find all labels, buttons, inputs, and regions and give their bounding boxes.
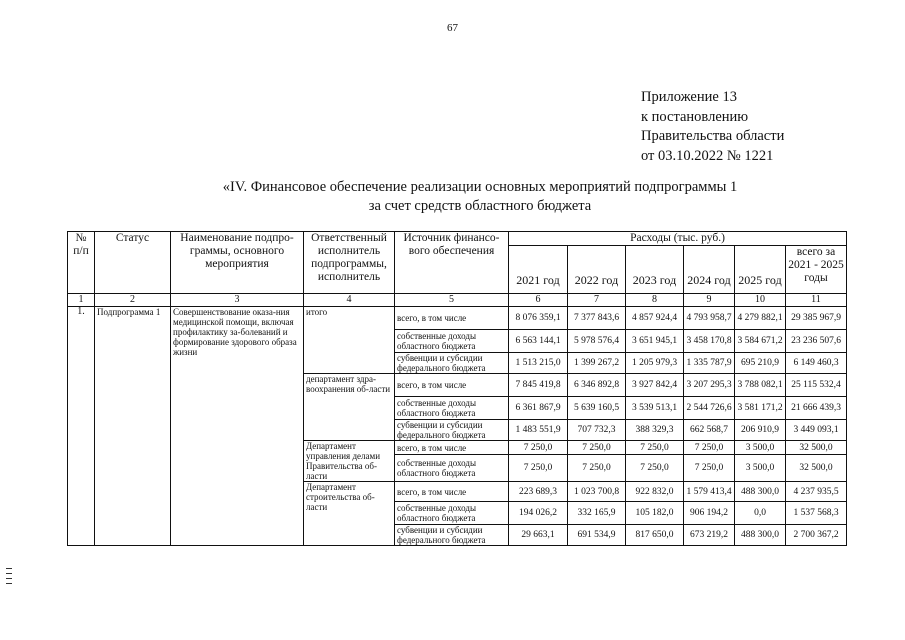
col-number: 11 — [786, 294, 847, 307]
appendix-block — [641, 88, 784, 166]
header-year-2022: 2022 год — [568, 246, 626, 294]
amount-cell: 7 250,0 — [684, 441, 735, 455]
source-cell: субвенции и субсидии федерального бюджета — [395, 353, 509, 374]
amount-cell: 21 666 439,3 — [786, 397, 847, 420]
header-year-2021: 2021 год — [509, 246, 568, 294]
amount-cell: 3 651 945,1 — [626, 330, 684, 353]
amount-cell: 922 832,0 — [626, 482, 684, 502]
title-line-1: «IV. Финансовое обеспечение реализации основных мероприятий подпрограммы 1 — [222, 179, 738, 195]
source-cell: субвенции и субсидии федерального бюджета — [395, 525, 509, 546]
column-numbers-row — [68, 294, 847, 307]
row-number: 1. — [68, 307, 95, 546]
amount-cell: 3 207 295,3 — [684, 374, 735, 397]
amount-cell: 695 210,9 — [735, 353, 786, 374]
row-status: Подпрограмма 1 — [95, 307, 171, 546]
header-total: всего за 2021 - 2025 годы — [786, 246, 847, 294]
source-cell: собственные доходы областного бюджета — [395, 330, 509, 353]
source-cell: собственные доходы областного бюджета — [395, 397, 509, 420]
amount-cell: 1 483 551,9 — [509, 420, 568, 441]
amount-cell: 3 449 093,1 — [786, 420, 847, 441]
amount-cell: 29 385 967,9 — [786, 307, 847, 330]
amount-cell: 7 250,0 — [568, 455, 626, 482]
appendix-line-2: к постановлению — [641, 108, 749, 125]
source-cell: всего, в том числе — [395, 482, 509, 502]
amount-cell: 817 650,0 — [626, 525, 684, 546]
amount-cell: 3 500,0 — [735, 441, 786, 455]
amount-cell: 25 115 532,4 — [786, 374, 847, 397]
executor-cell: итого — [304, 307, 395, 374]
source-cell: субвенции и субсидии федерального бюджета — [395, 420, 509, 441]
col-number: 5 — [395, 294, 509, 307]
amount-cell: 23 236 507,6 — [786, 330, 847, 353]
header-year-2025: 2025 год — [735, 246, 786, 294]
col-number: 2 — [95, 294, 171, 307]
executor-cell: департамент здра-воохранения об-ласти — [304, 374, 395, 441]
amount-cell: 105 182,0 — [626, 502, 684, 525]
amount-cell: 4 279 882,1 — [735, 307, 786, 330]
title-line-2: за счет средств областного бюджета — [368, 198, 592, 214]
amount-cell: 223 689,3 — [509, 482, 568, 502]
row-program-name: Совершенствование оказа-ния медицинской помощи, включая профилактику за-болеваний и формирование здорового образа жизни — [171, 307, 304, 546]
amount-cell: 6 346 892,8 — [568, 374, 626, 397]
amount-cell: 3 539 513,1 — [626, 397, 684, 420]
col-number: 9 — [684, 294, 735, 307]
amount-cell: 1 579 413,4 — [684, 482, 735, 502]
amount-cell: 1 513 215,0 — [509, 353, 568, 374]
amount-cell: 29 663,1 — [509, 525, 568, 546]
amount-cell: 3 927 842,4 — [626, 374, 684, 397]
amount-cell: 7 845 419,8 — [509, 374, 568, 397]
amount-cell: 1 537 568,3 — [786, 502, 847, 525]
amount-cell: 7 250,0 — [684, 455, 735, 482]
amount-cell: 332 165,9 — [568, 502, 626, 525]
amount-cell: 5 639 160,5 — [568, 397, 626, 420]
header-name: Наименование подпро-граммы, основного мероприятия — [171, 232, 304, 294]
col-number: 10 — [735, 294, 786, 307]
amount-cell: 488 300,0 — [735, 482, 786, 502]
margin-marks — [6, 568, 12, 588]
col-number: 7 — [568, 294, 626, 307]
amount-cell: 206 910,9 — [735, 420, 786, 441]
source-cell: всего, в том числе — [395, 441, 509, 455]
document-title — [150, 178, 810, 216]
amount-cell: 1 335 787,9 — [684, 353, 735, 374]
amount-cell: 906 194,2 — [684, 502, 735, 525]
amount-cell: 1 205 979,3 — [626, 353, 684, 374]
header-source: Источник финансо-вого обеспечения — [395, 232, 509, 294]
amount-cell: 4 793 958,7 — [684, 307, 735, 330]
col-number: 4 — [304, 294, 395, 307]
amount-cell: 388 329,3 — [626, 420, 684, 441]
amount-cell: 4 857 924,4 — [626, 307, 684, 330]
amount-cell: 7 250,0 — [626, 455, 684, 482]
amount-cell: 7 250,0 — [626, 441, 684, 455]
header-executor: Ответственный исполнитель подпрограммы, исполнитель — [304, 232, 395, 294]
amount-cell: 488 300,0 — [735, 525, 786, 546]
source-cell: собственные доходы областного бюджета — [395, 502, 509, 525]
amount-cell: 7 250,0 — [568, 441, 626, 455]
appendix-line-4: от 03.10.2022 № 1221 — [641, 147, 774, 164]
source-cell: всего, в том числе — [395, 307, 509, 330]
amount-cell: 32 500,0 — [786, 455, 847, 482]
amount-cell: 2 544 726,6 — [684, 397, 735, 420]
header-status: Статус — [95, 232, 171, 294]
amount-cell: 6 361 867,9 — [509, 397, 568, 420]
amount-cell: 1 023 700,8 — [568, 482, 626, 502]
amount-cell: 194 026,2 — [509, 502, 568, 525]
source-cell: собственные доходы областного бюджета — [395, 455, 509, 482]
amount-cell: 6 149 460,3 — [786, 353, 847, 374]
amount-cell: 707 732,3 — [568, 420, 626, 441]
executor-cell: Департамент управления делами Правительства об-ласти — [304, 441, 395, 482]
col-number: 3 — [171, 294, 304, 307]
header-num: № п/п — [68, 232, 95, 294]
amount-cell: 7 250,0 — [509, 455, 568, 482]
col-number: 6 — [509, 294, 568, 307]
appendix-line-1: Приложение 13 — [641, 89, 737, 105]
amount-cell: 6 563 144,1 — [509, 330, 568, 353]
amount-cell: 32 500,0 — [786, 441, 847, 455]
amount-cell: 4 237 935,5 — [786, 482, 847, 502]
amount-cell: 2 700 367,2 — [786, 525, 847, 546]
amount-cell: 691 534,9 — [568, 525, 626, 546]
amount-cell: 7 377 843,6 — [568, 307, 626, 330]
amount-cell: 0,0 — [735, 502, 786, 525]
page-number: 67 — [447, 22, 458, 34]
amount-cell: 3 584 671,2 — [735, 330, 786, 353]
header-year-2024: 2024 год — [684, 246, 735, 294]
financing-table — [67, 231, 847, 546]
appendix-line-3: Правительства области — [641, 128, 785, 144]
col-number: 1 — [68, 294, 95, 307]
amount-cell: 1 399 267,2 — [568, 353, 626, 374]
amount-cell: 3 458 170,8 — [684, 330, 735, 353]
col-number: 8 — [626, 294, 684, 307]
source-cell: всего, в том числе — [395, 374, 509, 397]
header-year-2023: 2023 год — [626, 246, 684, 294]
amount-cell: 3 581 171,2 — [735, 397, 786, 420]
amount-cell: 3 788 082,1 — [735, 374, 786, 397]
executor-cell: Департамент строительства об-ласти — [304, 482, 395, 546]
amount-cell: 8 076 359,1 — [509, 307, 568, 330]
header-expenses: Расходы (тыс. руб.) — [509, 232, 847, 246]
amount-cell: 662 568,7 — [684, 420, 735, 441]
amount-cell: 7 250,0 — [509, 441, 568, 455]
amount-cell: 5 978 576,4 — [568, 330, 626, 353]
amount-cell: 673 219,2 — [684, 525, 735, 546]
table-row — [68, 307, 847, 330]
amount-cell: 3 500,0 — [735, 455, 786, 482]
